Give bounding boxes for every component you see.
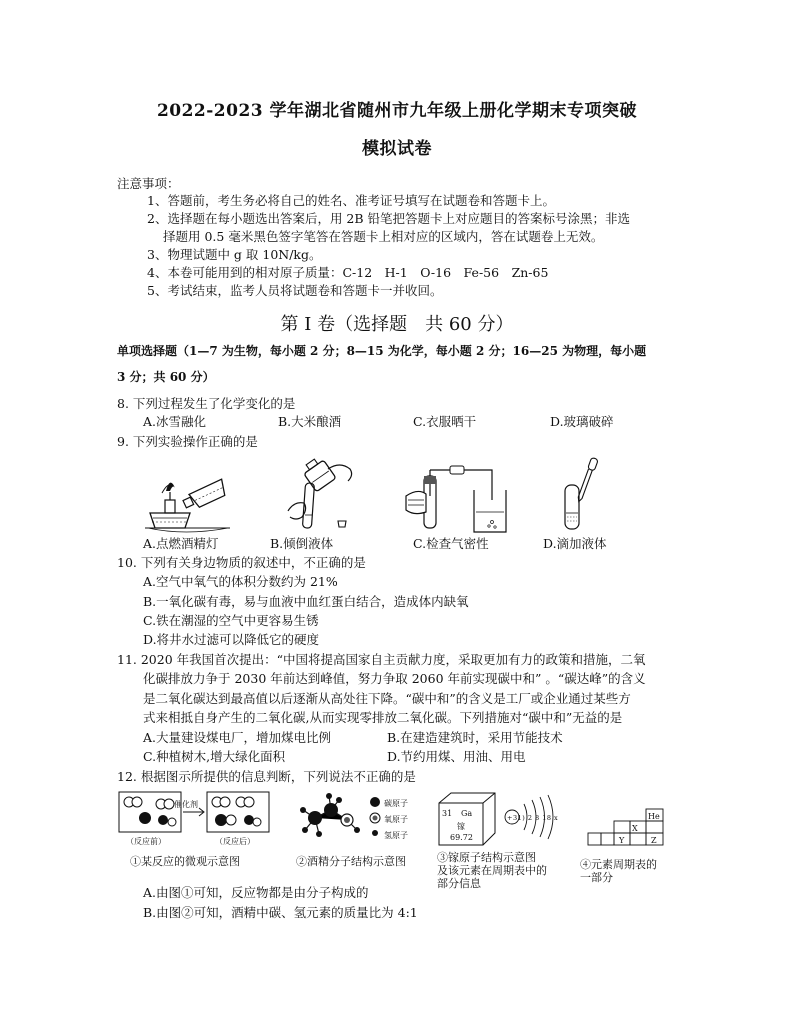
airtightness-figure xyxy=(400,456,510,536)
fig3-caption-line2: 及该元素在周期表中的 xyxy=(437,864,547,877)
notes-item-2: 2、选择题在每小题选出答案后，用 2B 铅笔把答题卡上对应题目的答案标号涂黑；非选 xyxy=(147,211,631,226)
q12-option-a: A.由图①可知，反应物都是由分子构成的 xyxy=(143,885,369,900)
notes-item-3: 3、物理试题中 g 取 10N/kg。 xyxy=(147,247,322,262)
fig4-caption-line2: 一部分 xyxy=(580,871,613,884)
after-label: （反应后） xyxy=(215,837,255,846)
exam-title-line2: 模拟试卷 xyxy=(362,139,432,159)
alcohol-lamp-figure xyxy=(140,458,235,533)
q11-stem-line4: 式来相抵自身产生的二氧化碳,从而实现零排放二氧化碳。下列措施对“碳中和”无益的是 xyxy=(143,710,623,725)
dropper-figure xyxy=(555,455,615,535)
q8-option-a: A.冰雪融化 xyxy=(143,414,207,429)
ethanol-molecule-diagram xyxy=(295,788,365,848)
catalyst-label: 催化剂 xyxy=(174,800,198,809)
ptable-y: Y xyxy=(619,836,625,845)
notes-item-1: 1、答题前，考生务必将自己的姓名、准考证号填写在试题卷和答题卡上。 xyxy=(147,193,555,208)
gallium-symbol: Ga xyxy=(461,809,473,818)
section-title: 第 I 卷（选择题 共 60 分） xyxy=(280,314,514,335)
fig4-caption-line1: ④元素周期表的 xyxy=(580,858,657,871)
ptable-z: Z xyxy=(651,836,657,845)
section-instructions-1: 单项选择题（1—7 为生物，每小题 2 分；8—15 为化学，每小题 2 分；16—25 为物理，每小题 xyxy=(117,344,647,358)
notes-item-4: 4、本卷可能用到的相对原子质量：C-12 H-1 O-16 Fe-56 Zn-65 xyxy=(147,265,549,280)
q10-option-a: A.空气中氧气的体积分数约为 21% xyxy=(143,574,338,589)
q11-option-b: B.在建造建筑时，采用节能技术 xyxy=(387,730,563,745)
legend-carbon: 碳原子 xyxy=(384,799,408,808)
notes-item-5: 5、考试结束，监考人员将试题卷和答题卡一并收回。 xyxy=(147,283,443,298)
q9-option-d: D.滴加液体 xyxy=(543,536,607,551)
q12-option-b: B.由图②可知，酒精中碳、氢元素的质量比为 4:1 xyxy=(143,905,418,920)
notes-item-2-cont: 择题用 0.5 毫米黑色签字笔答在答题卡上相对应的区域内，答在试题卷上无效。 xyxy=(163,229,604,244)
notes-heading: 注意事项： xyxy=(117,176,180,191)
q9-option-c: C.检查气密性 xyxy=(413,536,489,551)
q9-option-b: B.倾倒液体 xyxy=(270,536,334,551)
q9-stem: 9. 下列实验操作正确的是 xyxy=(117,434,258,449)
ptable-x: X xyxy=(632,824,638,833)
q12-stem: 12. 根据图示所提供的信息判断，下列说法不正确的是 xyxy=(117,769,416,784)
q8-stem: 8. 下列过程发生了化学变化的是 xyxy=(117,396,296,411)
fig3-caption-line1: ③镓原子结构示意图 xyxy=(437,851,536,864)
q8-option-d: D.玻璃破碎 xyxy=(550,414,614,429)
q11-stem-line1: 11. 2020 年我国首次提出：“中国将提高国家自主贡献力度，采取更加有力的政策和措施，二氧 xyxy=(117,652,646,667)
legend-hydrogen: 氢原子 xyxy=(384,831,408,840)
q11-option-d: D.节约用煤、用油、用电 xyxy=(387,749,526,764)
before-label: （反应前） xyxy=(126,837,166,846)
q8-option-b: B.大米酿酒 xyxy=(278,414,342,429)
gallium-shells: +31) 2 8 18 x xyxy=(507,814,559,822)
q11-option-a: A.大量建设煤电厂，增加煤电比例 xyxy=(143,730,332,745)
q11-stem-line3: 是二氧化碳达到最高值以后逐渐从高处往下降。“碳中和”的含义是工厂或企业通过某些方 xyxy=(143,691,631,706)
q10-option-d: D.将井水过滤可以降低它的硬度 xyxy=(143,632,320,647)
ptable-he: He xyxy=(648,812,660,821)
q11-option-c: C.种植树木,增大绿化面积 xyxy=(143,749,286,764)
legend-oxygen: 氧原子 xyxy=(384,815,408,824)
gallium-mass: 69.72 xyxy=(450,833,473,842)
q9-option-a: A.点燃酒精灯 xyxy=(143,536,219,551)
gallium-number: 31 xyxy=(442,809,453,818)
q10-stem: 10. 下列有关身边物质的叙述中，不正确的是 xyxy=(117,555,366,570)
q10-option-b: B.一氧化碳有毒，易与血液中血红蛋白结合，造成体内缺氧 xyxy=(143,594,469,609)
exam-title-line1: 2022-2023 学年湖北省随州市九年级上册化学期末专项突破 xyxy=(156,101,638,121)
fig2-caption: ②酒精分子结构示意图 xyxy=(296,855,406,868)
q10-option-c: C.铁在潮湿的空气中更容易生锈 xyxy=(143,613,319,628)
molecule-legend-icons xyxy=(368,796,382,840)
fig3-caption-line3: 部分信息 xyxy=(437,877,481,890)
q11-stem-line2: 化碳排放力争于 2030 年前达到峰值，努力争取 2060 年前实现碳中和” 。“碳达峰”的含义 xyxy=(143,671,646,686)
q8-option-c: C.衣服晒干 xyxy=(413,414,477,429)
fig1-caption: ①某反应的微观示意图 xyxy=(130,855,240,868)
section-instructions-2: 3 分；共 60 分） xyxy=(117,370,215,384)
pouring-liquid-figure xyxy=(268,455,358,533)
gallium-name: 镓 xyxy=(457,822,465,831)
